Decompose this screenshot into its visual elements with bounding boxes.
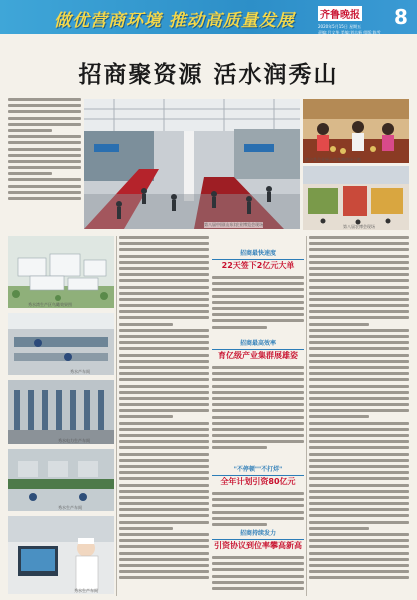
- industrial-park-rendering: [8, 236, 114, 308]
- section-heading-3: [212, 466, 304, 487]
- intro-text-column: [8, 98, 81, 206]
- lab-worker-photo: [8, 516, 114, 594]
- photo-caption: 秀水电力生产车间: [58, 438, 90, 443]
- photo-caption: 秀水生产车间: [74, 588, 98, 593]
- photo-caption: 秀水产车间: [70, 369, 90, 374]
- photo-caption: 第八届中国(山东)农业博览会现场: [204, 222, 264, 227]
- section-heading-4: [212, 530, 304, 551]
- section-heading-2: [212, 340, 304, 361]
- article-body-column-3: [212, 366, 304, 458]
- section-kicker: 招商持续发力: [239, 530, 276, 537]
- booth-photo: [303, 99, 409, 163]
- article-body-column-2: [212, 276, 304, 336]
- editor-credits: 责编:吕文华 美编:刘志新 组版:陈雪: [318, 30, 381, 35]
- photo-caption: 秀水生产车间: [58, 505, 82, 510]
- article-body-column-6: [309, 236, 409, 596]
- masthead: [318, 3, 390, 36]
- section-kicker: 招商最高效率: [239, 340, 276, 347]
- page-number: 8: [394, 5, 408, 29]
- article-body-column-5: [212, 556, 304, 596]
- expo-hall-photo: [84, 99, 300, 229]
- expo-display-photo: [303, 166, 409, 230]
- factory-photo-3: [8, 449, 114, 511]
- main-headline: 招商聚资源 活水润秀山: [78, 61, 339, 88]
- section-title: 全年计划引资80亿元: [220, 477, 296, 486]
- article-body-column-4: [212, 492, 304, 528]
- factory-photo-1: [8, 313, 114, 375]
- photo-caption: 秀水湾生产区鸟瞰效果图: [28, 302, 72, 307]
- section-title: 22天签下2亿元大单: [221, 261, 295, 270]
- article-body-column-1: [119, 236, 209, 596]
- section-kicker: 招商最快速度: [239, 250, 276, 257]
- section-kicker: "不停顿""不打烊": [233, 466, 283, 473]
- issue-date: 2020年5月15日 星期五: [318, 24, 362, 29]
- column-divider: [116, 236, 117, 596]
- factory-photo-2: [8, 380, 114, 444]
- section-heading-1: [212, 250, 304, 271]
- photo-caption: 济宁某企业展台前客商络绎不绝: [305, 157, 361, 162]
- column-divider: [306, 236, 307, 596]
- section-title: 育亿级产业集群展雄姿: [218, 351, 298, 360]
- section-banner: [0, 0, 417, 34]
- banner-title: 做优营商环境 推动高质量发展: [54, 11, 295, 31]
- newspaper-name: 齐鲁晚报: [318, 6, 362, 21]
- photo-caption: 第八届农博会现场: [343, 224, 375, 229]
- section-title: 引资协议到位率攀高新高: [214, 541, 302, 550]
